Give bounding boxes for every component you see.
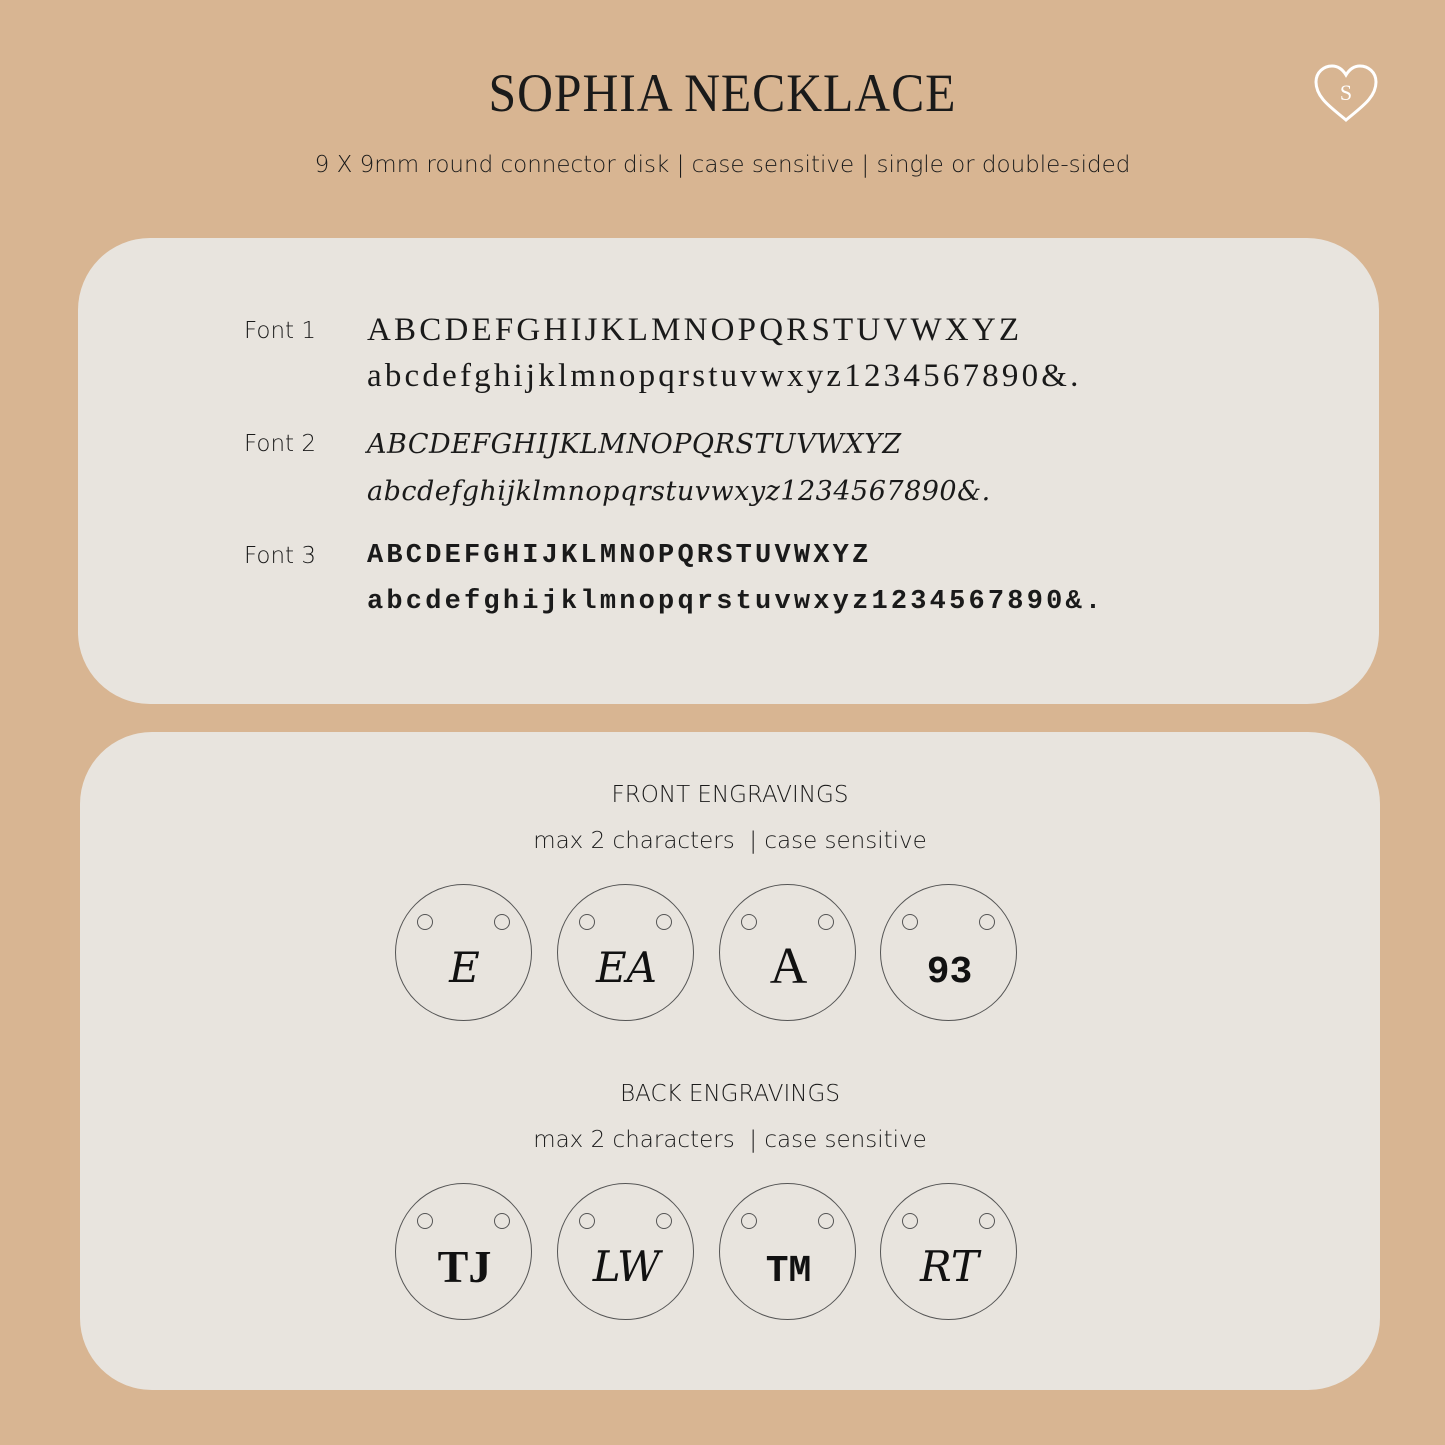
front-engravings-note: max 2 characters | case sensitive	[533, 828, 927, 854]
back-disk-4-engraving: RT	[920, 1242, 979, 1291]
back-disk-2-engraving: LW	[592, 1242, 661, 1291]
back-disk-1	[395, 1183, 532, 1320]
font-samples-panel	[78, 238, 1379, 704]
jump-ring-hole	[494, 1213, 510, 1229]
font-3-uppercase: ABCDEFGHIJKLMNOPQRSTUVWXYZ	[367, 541, 872, 571]
front-engravings-heading: FRONT ENGRAVINGS	[611, 782, 849, 808]
jump-ring-hole	[979, 914, 995, 930]
jump-ring-hole	[979, 1213, 995, 1229]
font-1-lowercase: abcdefghijklmnopqrstuvwxyz1234567890&.	[367, 358, 1082, 394]
front-disk-1	[395, 884, 532, 1021]
font-3-lowercase: abcdefghijklmnopqrstuvwxyz1234567890&.	[367, 587, 1105, 617]
jump-ring-hole	[494, 914, 510, 930]
font-1-label: Font 1	[244, 318, 317, 344]
back-disk-4	[880, 1183, 1017, 1320]
jump-ring-hole	[741, 914, 757, 930]
back-engravings-heading: BACK ENGRAVINGS	[620, 1081, 840, 1107]
jump-ring-hole	[741, 1213, 757, 1229]
jump-ring-hole	[656, 914, 672, 930]
engravings-panel	[80, 732, 1380, 1390]
font-2-lowercase: abcdefghijklmnopqrstuvwxyz1234567890&.	[367, 476, 991, 507]
back-disk-3	[719, 1183, 856, 1320]
font-1-uppercase: ABCDEFGHIJKLMNOPQRSTUVWXYZ	[367, 312, 1023, 348]
back-disk-1-engraving: TJ	[437, 1241, 492, 1292]
font-3-label: Font 3	[244, 543, 317, 569]
jump-ring-hole	[902, 914, 918, 930]
back-disk-3-engraving: TM	[765, 1250, 812, 1293]
jump-ring-hole	[902, 1213, 918, 1229]
front-disk-3	[719, 884, 856, 1021]
heart-logo	[1312, 62, 1380, 126]
jump-ring-hole	[579, 1213, 595, 1229]
jump-ring-hole	[417, 1213, 433, 1229]
font-2-label: Font 2	[244, 431, 317, 457]
logo-letter: S	[1339, 80, 1353, 105]
front-disk-1-engraving: E	[449, 943, 480, 992]
front-disk-2	[557, 884, 694, 1021]
jump-ring-hole	[818, 914, 834, 930]
front-disk-2-engraving: EA	[596, 943, 657, 992]
jump-ring-hole	[417, 914, 433, 930]
front-disk-4-engraving: 93	[926, 951, 973, 994]
jump-ring-hole	[818, 1213, 834, 1229]
jump-ring-hole	[579, 914, 595, 930]
jump-ring-hole	[656, 1213, 672, 1229]
front-disk-3-engraving: A	[769, 938, 808, 995]
back-engravings-note: max 2 characters | case sensitive	[533, 1127, 927, 1153]
product-specs: 9 X 9mm round connector disk | case sensitive | single or double-sided	[314, 152, 1131, 178]
back-disk-2	[557, 1183, 694, 1320]
font-2-uppercase: ABCDEFGHIJKLMNOPQRSTUVWXYZ	[367, 429, 902, 460]
page-title: SOPHIA NECKLACE	[488, 63, 957, 123]
front-disk-4	[880, 884, 1017, 1021]
